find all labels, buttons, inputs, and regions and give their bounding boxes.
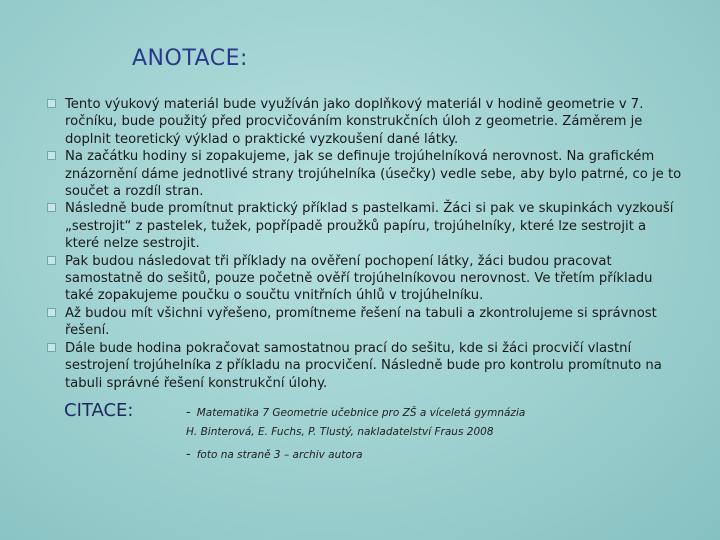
citace-label: CITACE:: [64, 400, 134, 421]
checkbox-bullet-icon: [47, 203, 56, 212]
list-item: [44, 200, 684, 252]
citation-line-1: - Matematika 7 Geometrie učebnice pro ZŠ a víceletá gymnázia: [186, 405, 526, 420]
list-item-text: Až budou mít všichni vyřešeno, promítneme řešení na tabuli a zkontrolujeme si správnost řešení.: [65, 305, 657, 339]
list-item-text: Pak budou následovat tři příklady na ověření pochopení látky, žáci budou pracovat samostatně do sešitů, pouze početně ověří trojúhelníkovou nerovnost. Ve třetím příkladu také zopakujeme poučku o součtu vnitřních úhlů v trojúhelníku.: [65, 253, 653, 304]
list-item-text: Tento výukový materiál bude využíván jako doplňkový materiál v hodině geometrie v 7. ročníku, bude použitý před procvičováním konstrukčních úloh z geometrie. Záměrem je doplnit teoretický výklad o praktické vyzkoušení dané látky.: [65, 97, 644, 147]
list-item: [44, 305, 684, 340]
list-item: [44, 253, 684, 305]
list-item-text: Dále bude hodina pokračovat samostatnou prací do sešitu, kde si žáci procvičí vlastní sestrojení trojúhelníka z příkladu na procvičení. Následně bude pro kontrolu promítnuto na tabuli správné řešení konstrukční úlohy.: [65, 340, 662, 391]
checkbox-bullet-icon: [47, 256, 56, 265]
checkbox-bullet-icon: [47, 151, 56, 160]
citation-line-3: - foto na straně 3 – archiv autora: [186, 447, 363, 462]
list-item: [44, 148, 684, 200]
list-item: [44, 96, 684, 148]
list-item-text: Na začátku hodiny si zopakujeme, jak se definuje trojúhelníková nerovnost. Na grafickém znázornění dáme jednotlivé strany trojúhelníka (úsečky) vedle sebe, aby bylo patrné, co je to součet a rozdíl stran.: [65, 149, 682, 200]
citation-line-2: H. Binterová, E. Fuchs, P. Tlustý, nakladatelství Fraus 2008: [186, 426, 494, 438]
list-item-text: Následně bude promítnut praktický příklad s pastelkami. Žáci si pak ve skupinkách vyzkouší „sestrojit“ z pastelek, tužek, popřípadě proužků papíru, trojúhelníky, které lze sestrojit a které nelze sestrojit.: [65, 201, 674, 252]
checkbox-bullet-icon: [47, 343, 56, 352]
checkbox-bullet-icon: [47, 99, 56, 108]
annotation-list: [44, 96, 684, 392]
checkbox-bullet-icon: [47, 308, 56, 317]
list-item: [44, 340, 684, 392]
page-title: ANOTACE:: [132, 46, 248, 71]
